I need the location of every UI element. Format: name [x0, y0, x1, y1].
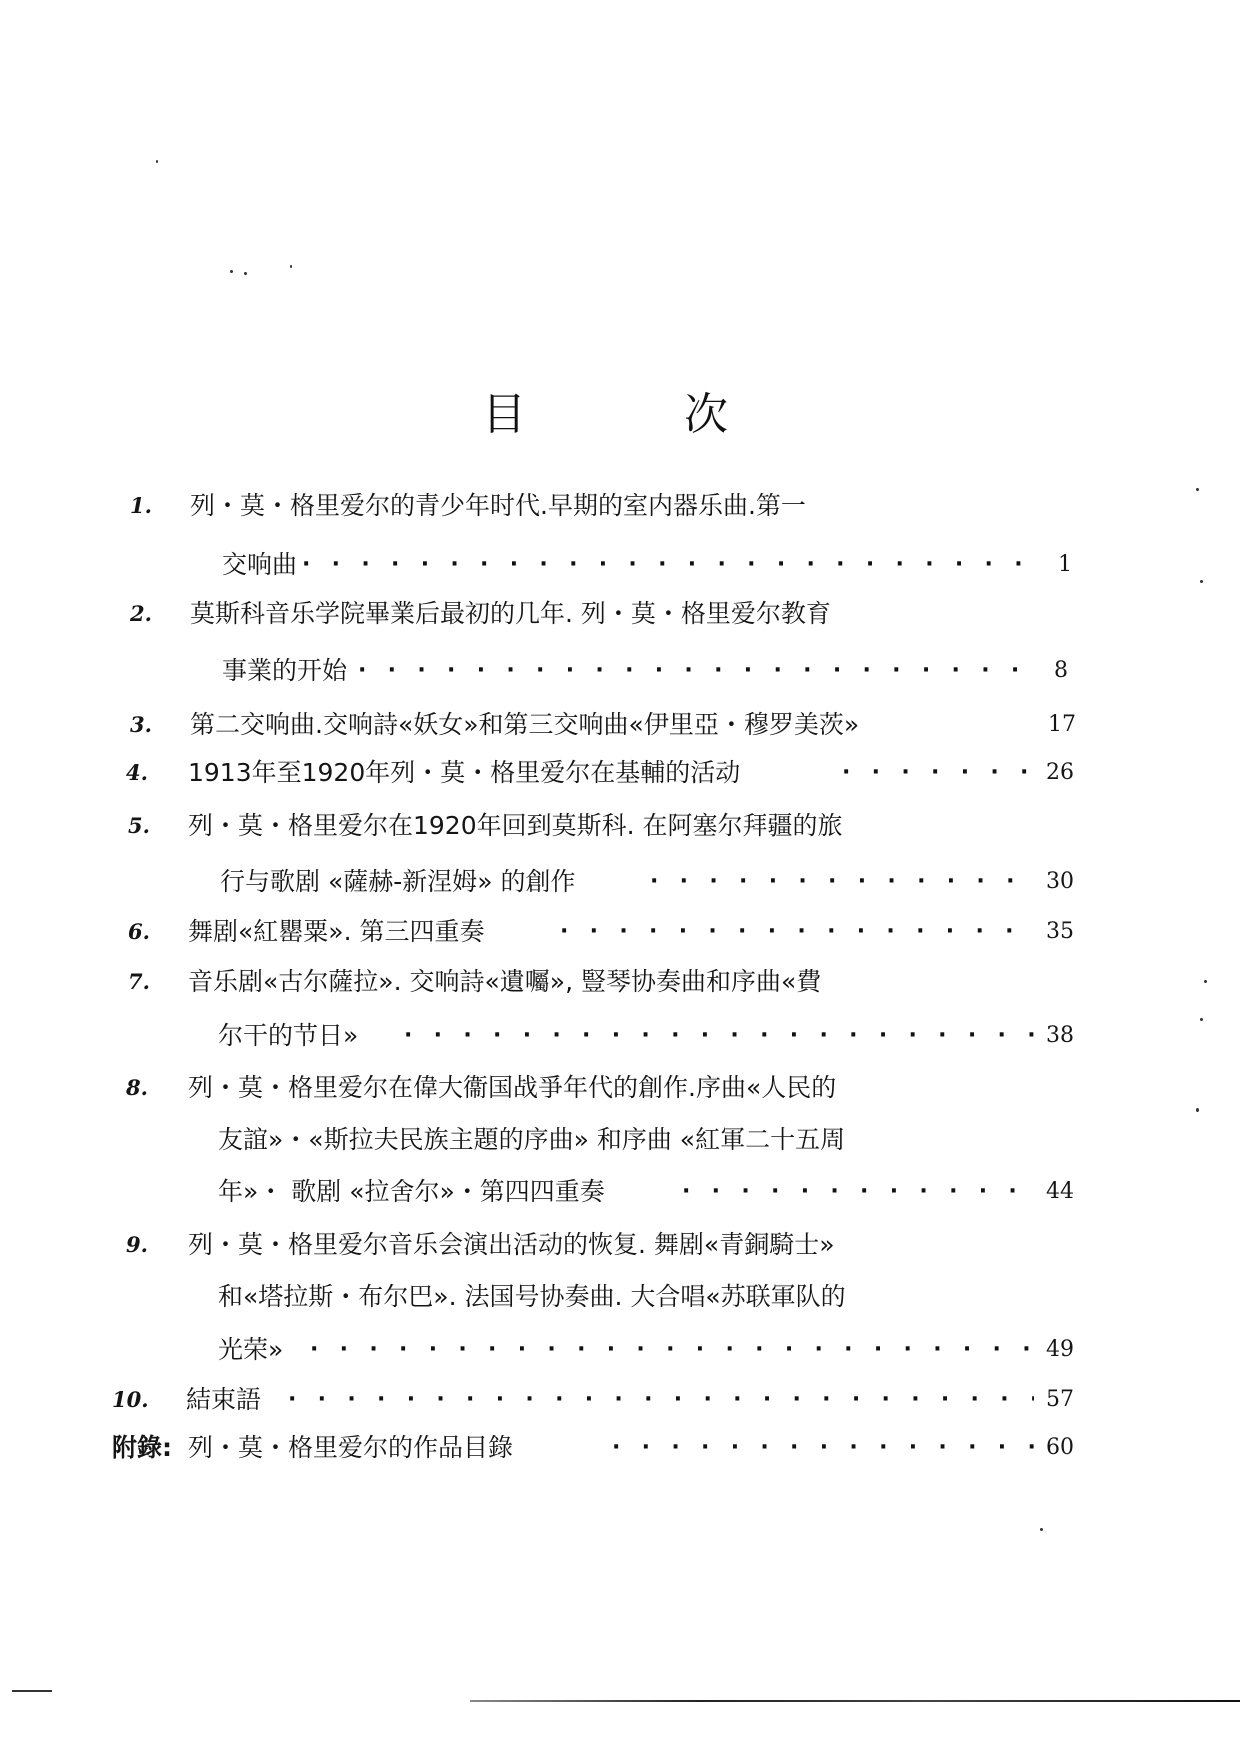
toc-entry-8[interactable]: [0, 1068, 1240, 1108]
toc-entry-title-cont: 尔干的节日»: [218, 1021, 359, 1050]
toc-page-number: 38: [1046, 1023, 1074, 1048]
toc-entry-3[interactable]: [0, 705, 1240, 745]
scan-edge-line: [470, 1700, 1240, 1702]
toc-entry-7-cont[interactable]: [0, 1016, 1240, 1056]
toc-page-number: 30: [1046, 869, 1074, 894]
toc-entry-number: 5.: [128, 813, 150, 838]
toc-entry-title: 音乐剧«古尔薩拉». 交响詩«遺囑», 豎琴协奏曲和序曲«費: [188, 967, 822, 996]
title-char-1: 目: [482, 389, 526, 440]
toc-entry-number: 1.: [130, 493, 152, 518]
toc-entry-number: 3.: [130, 712, 152, 737]
toc-appendix-label: 附錄:: [112, 1433, 172, 1462]
toc-entry-9-cont2[interactable]: [0, 1330, 1240, 1370]
leader-dots: [310, 1330, 1034, 1370]
toc-page-number: 44: [1046, 1179, 1074, 1204]
toc-entry-title-cont: 行与歌剧 «薩赫-新涅姆» 的創作: [220, 867, 576, 896]
toc-entry-title: 列・莫・格里爱尔的作品目錄: [188, 1433, 514, 1462]
toc-entry-5-cont[interactable]: [0, 862, 1240, 902]
leader-dots: [358, 651, 1032, 691]
toc-page-number: 57: [1046, 1387, 1074, 1412]
toc-entry-title: 列・莫・格里爱尔在偉大衞国战爭年代的創作.序曲«人民的: [188, 1073, 837, 1102]
toc-entry-8-cont1[interactable]: [0, 1120, 1240, 1160]
toc-entry-2-cont[interactable]: [0, 651, 1240, 691]
toc-entry-1-cont[interactable]: [0, 545, 1240, 585]
leader-dots: [404, 1016, 1034, 1056]
toc-entry-title-cont: 年»・ 歌剧 «拉舍尔»・第四四重奏: [218, 1177, 605, 1206]
toc-entry-9[interactable]: [0, 1225, 1240, 1265]
toc-page-number: 26: [1046, 760, 1074, 785]
toc-entry-number: 2.: [130, 601, 152, 626]
toc-page-number: 8: [1054, 658, 1068, 683]
leader-dots: [302, 545, 1032, 585]
toc-entry-5[interactable]: [0, 806, 1240, 846]
toc-page-number: 35: [1046, 919, 1074, 944]
toc-entry-title: 列・莫・格里爱尔音乐会演出活动的恢复. 舞剧«青銅騎士»: [188, 1230, 835, 1259]
leader-dots: [682, 1172, 1034, 1212]
toc-entry-10[interactable]: [0, 1380, 1240, 1420]
toc-entry-appendix[interactable]: [0, 1428, 1240, 1468]
toc-page-number: 17: [1048, 712, 1076, 737]
leader-dots: [650, 862, 1034, 902]
toc-entry-title: 列・莫・格里爱尔的青少年时代.早期的室内器乐曲.第一: [190, 491, 806, 520]
title-char-2: 次: [684, 389, 728, 440]
toc-entry-6[interactable]: [0, 912, 1240, 952]
toc-page-number: 1: [1058, 552, 1072, 577]
toc-entry-9-cont1[interactable]: [0, 1277, 1240, 1317]
toc-entry-number: 7.: [128, 969, 150, 994]
toc-entry-8-cont2[interactable]: [0, 1172, 1240, 1212]
leader-dots: [560, 912, 1034, 952]
toc-page-number: 60: [1046, 1435, 1074, 1460]
toc-entry-title-cont: 友誼»・«斯拉夫民族主題的序曲» 和序曲 «紅軍二十五周: [218, 1125, 846, 1154]
toc-entry-title-cont: 交响曲: [222, 550, 298, 579]
scan-edge-line-left: [12, 1690, 52, 1692]
leader-dots: [612, 1428, 1034, 1468]
toc-entry-number: 8.: [126, 1075, 148, 1100]
toc-entry-2[interactable]: [0, 594, 1240, 634]
toc-entry-title: 莫斯科音乐学院畢業后最初的几年. 列・莫・格里爱尔教育: [190, 599, 831, 628]
toc-entry-7[interactable]: [0, 962, 1240, 1002]
toc-entry-4[interactable]: [0, 753, 1240, 793]
toc-entry-1[interactable]: [0, 486, 1240, 526]
toc-entry-title-cont: 和«塔拉斯・布尔巴». 法国号协奏曲. 大合唱«苏联軍队的: [218, 1282, 846, 1311]
toc-entry-number: 10.: [112, 1387, 149, 1412]
toc-entry-title-cont: 事業的开始: [222, 656, 348, 685]
toc-entry-number: 4.: [126, 760, 148, 785]
toc-entry-title: 舞剧«紅罌粟». 第三四重奏: [188, 917, 485, 946]
leader-dots: [288, 1380, 1034, 1420]
toc-entry-title: 結束語: [186, 1385, 262, 1414]
toc-entry-title: 第二交响曲.交响詩«妖女»和第三交响曲«伊里亞・穆罗美茨»: [190, 710, 860, 739]
toc-entry-title: 1913年至1920年列・莫・格里爱尔在基輔的活动: [188, 758, 741, 787]
toc-page-number: 49: [1046, 1337, 1074, 1362]
leader-dots: [842, 753, 1032, 793]
toc-entry-title-cont: 光荣»: [218, 1335, 284, 1364]
toc-entry-title: 列・莫・格里爱尔在1920年回到莫斯科. 在阿塞尔拜疆的旅: [188, 811, 843, 840]
toc-entry-number: 6.: [128, 919, 150, 944]
toc-entry-number: 9.: [126, 1232, 148, 1257]
